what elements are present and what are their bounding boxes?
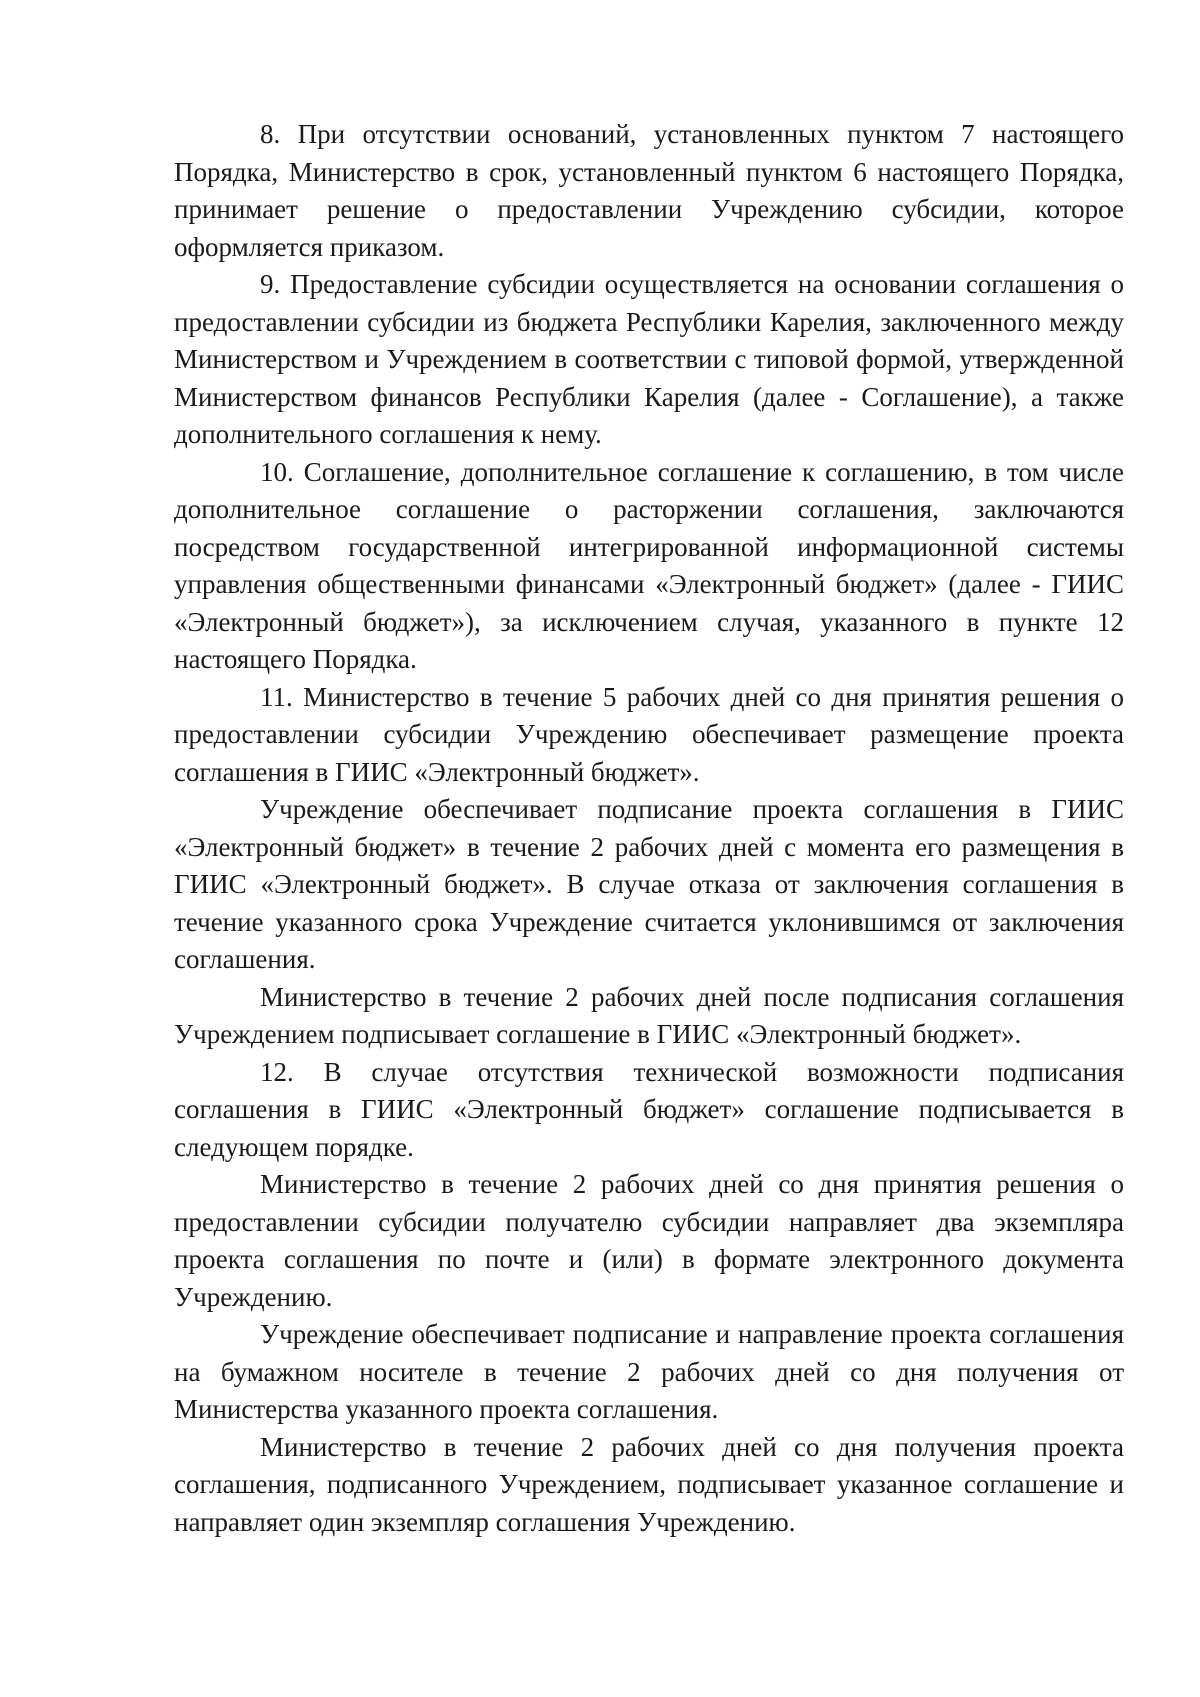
paragraph-8: 8. При отсутствии оснований, установленных пунктом 7 настоящего Порядка, Министерство в срок, установленный пунктом 6 настоящего Порядка, принимает решение о предоставлении Учреждению субсидии, которое оформляется приказом. [174,119,1124,262]
paragraph-11-ministry-signing: Министерство в течение 2 рабочих дней после подписания соглашения Учреждением подписывает соглашение в ГИИС «Электронный бюджет». [174,981,1124,1049]
paragraph-10: 10. Соглашение, дополнительное соглашение к соглашению, в том числе дополнительное соглашение о расторжении соглашения, заключаются посредством государственной интегрированной информационной системы управления общественными финансами «Электронный бюджет» (далее - ГИИС «Электронный бюджет»), за исключением случая, указанного в пункте 12 настоящего Порядка. [174,456,1124,674]
paragraph-12-ministry-returns: Министерство в течение 2 рабочих дней со дня получения проекта соглашения, подписанного Учреждением, подписывает указанное соглашение и направляет один экземпляр соглашения Учреждению. [174,1431,1124,1537]
paragraph-12: 12. В случае отсутствия технической возможности подписания соглашения в ГИИС «Электронный бюджет» соглашение подписывается в следующем порядке. [174,1056,1124,1162]
paragraph-12-institution-signs: Учреждение обеспечивает подписание и направление проекта соглашения на бумажном носителе в течение 2 рабочих дней со дня получения от Министерства указанного проекта соглашения. [174,1319,1124,1424]
paragraph-9: 9. Предоставление субсидии осуществляется на основании соглашения о предоставлении субсидии из бюджета Республики Карелия, заключенного между Министерством и Учреждением в соответствии с типовой формой, утвержденной Министерством финансов Республики Карелия (далее - Соглашение), а также дополнительного соглашения к нему. [174,269,1124,449]
paragraph-12-ministry-sends: Министерство в течение 2 рабочих дней со дня принятия решения о предоставлении субсидии получателю субсидии направляет два экземпляра проекта соглашения по почте и (или) в формате электронного документа Учреждению. [174,1169,1124,1312]
paragraph-11: 11. Министерство в течение 5 рабочих дней со дня принятия решения о предоставлении субсидии Учреждению обеспечивает размещение проекта соглашения в ГИИС «Электронный бюджет». [174,681,1124,787]
paragraph-11-signing: Учреждение обеспечивает подписание проекта соглашения в ГИИС «Электронный бюджет» в течение 2 рабочих дней с момента его размещения в ГИИС «Электронный бюджет». В случае отказа от заключения соглашения в течение указанного срока Учреждение считается уклонившимся от заключения соглашения. [174,794,1124,974]
document-page [174,116,1124,1541]
